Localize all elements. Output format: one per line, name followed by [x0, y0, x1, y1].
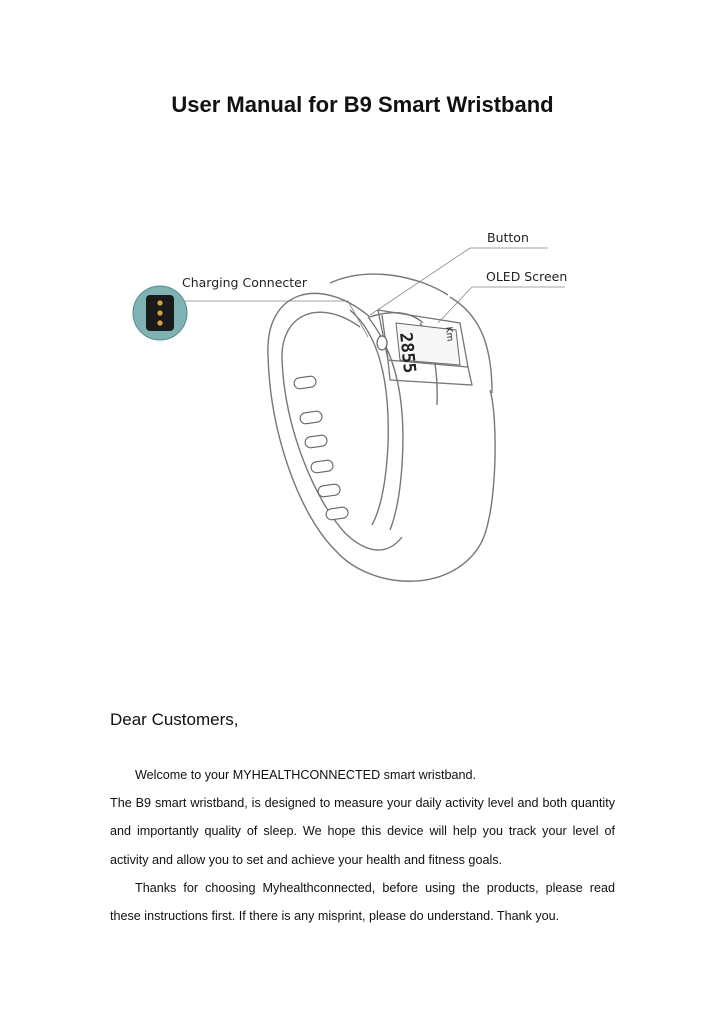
greeting: Dear Customers, — [110, 710, 239, 729]
charging-connector-icon — [133, 286, 187, 340]
wristband-band — [268, 274, 495, 581]
oled-unit: Km — [443, 326, 455, 342]
oled-screen-label: OLED Screen — [486, 269, 568, 284]
body-text — [110, 761, 615, 930]
device-button — [377, 336, 387, 350]
paragraph-thanks: Thanks for choosing Myhealthconnected, before using the products, please read these instructions first. If there is any misprint, please do understand. Thank you. — [110, 880, 615, 924]
oled-digits: 2855 — [395, 331, 420, 375]
paragraph-description: The B9 smart wristband, is designed to measure your daily activity level and both quantity and importantly quality of sleep. We hope this device will help you track your level of activity and allow you to set and achieve your health and fitness goals. — [110, 796, 615, 867]
charging-leader-line-d — [348, 301, 368, 337]
wristband-drawing — [120, 215, 590, 600]
page-title: User Manual for B9 Smart Wristband — [171, 92, 554, 117]
oled-screen — [395, 323, 460, 374]
wristband-illustration — [120, 215, 590, 600]
charging-connector-label: Charging Connecter — [182, 275, 307, 290]
paragraph-welcome: Welcome to your MYHEALTHCONNECTED smart wristband. — [135, 768, 477, 782]
button-label: Button — [487, 230, 529, 245]
